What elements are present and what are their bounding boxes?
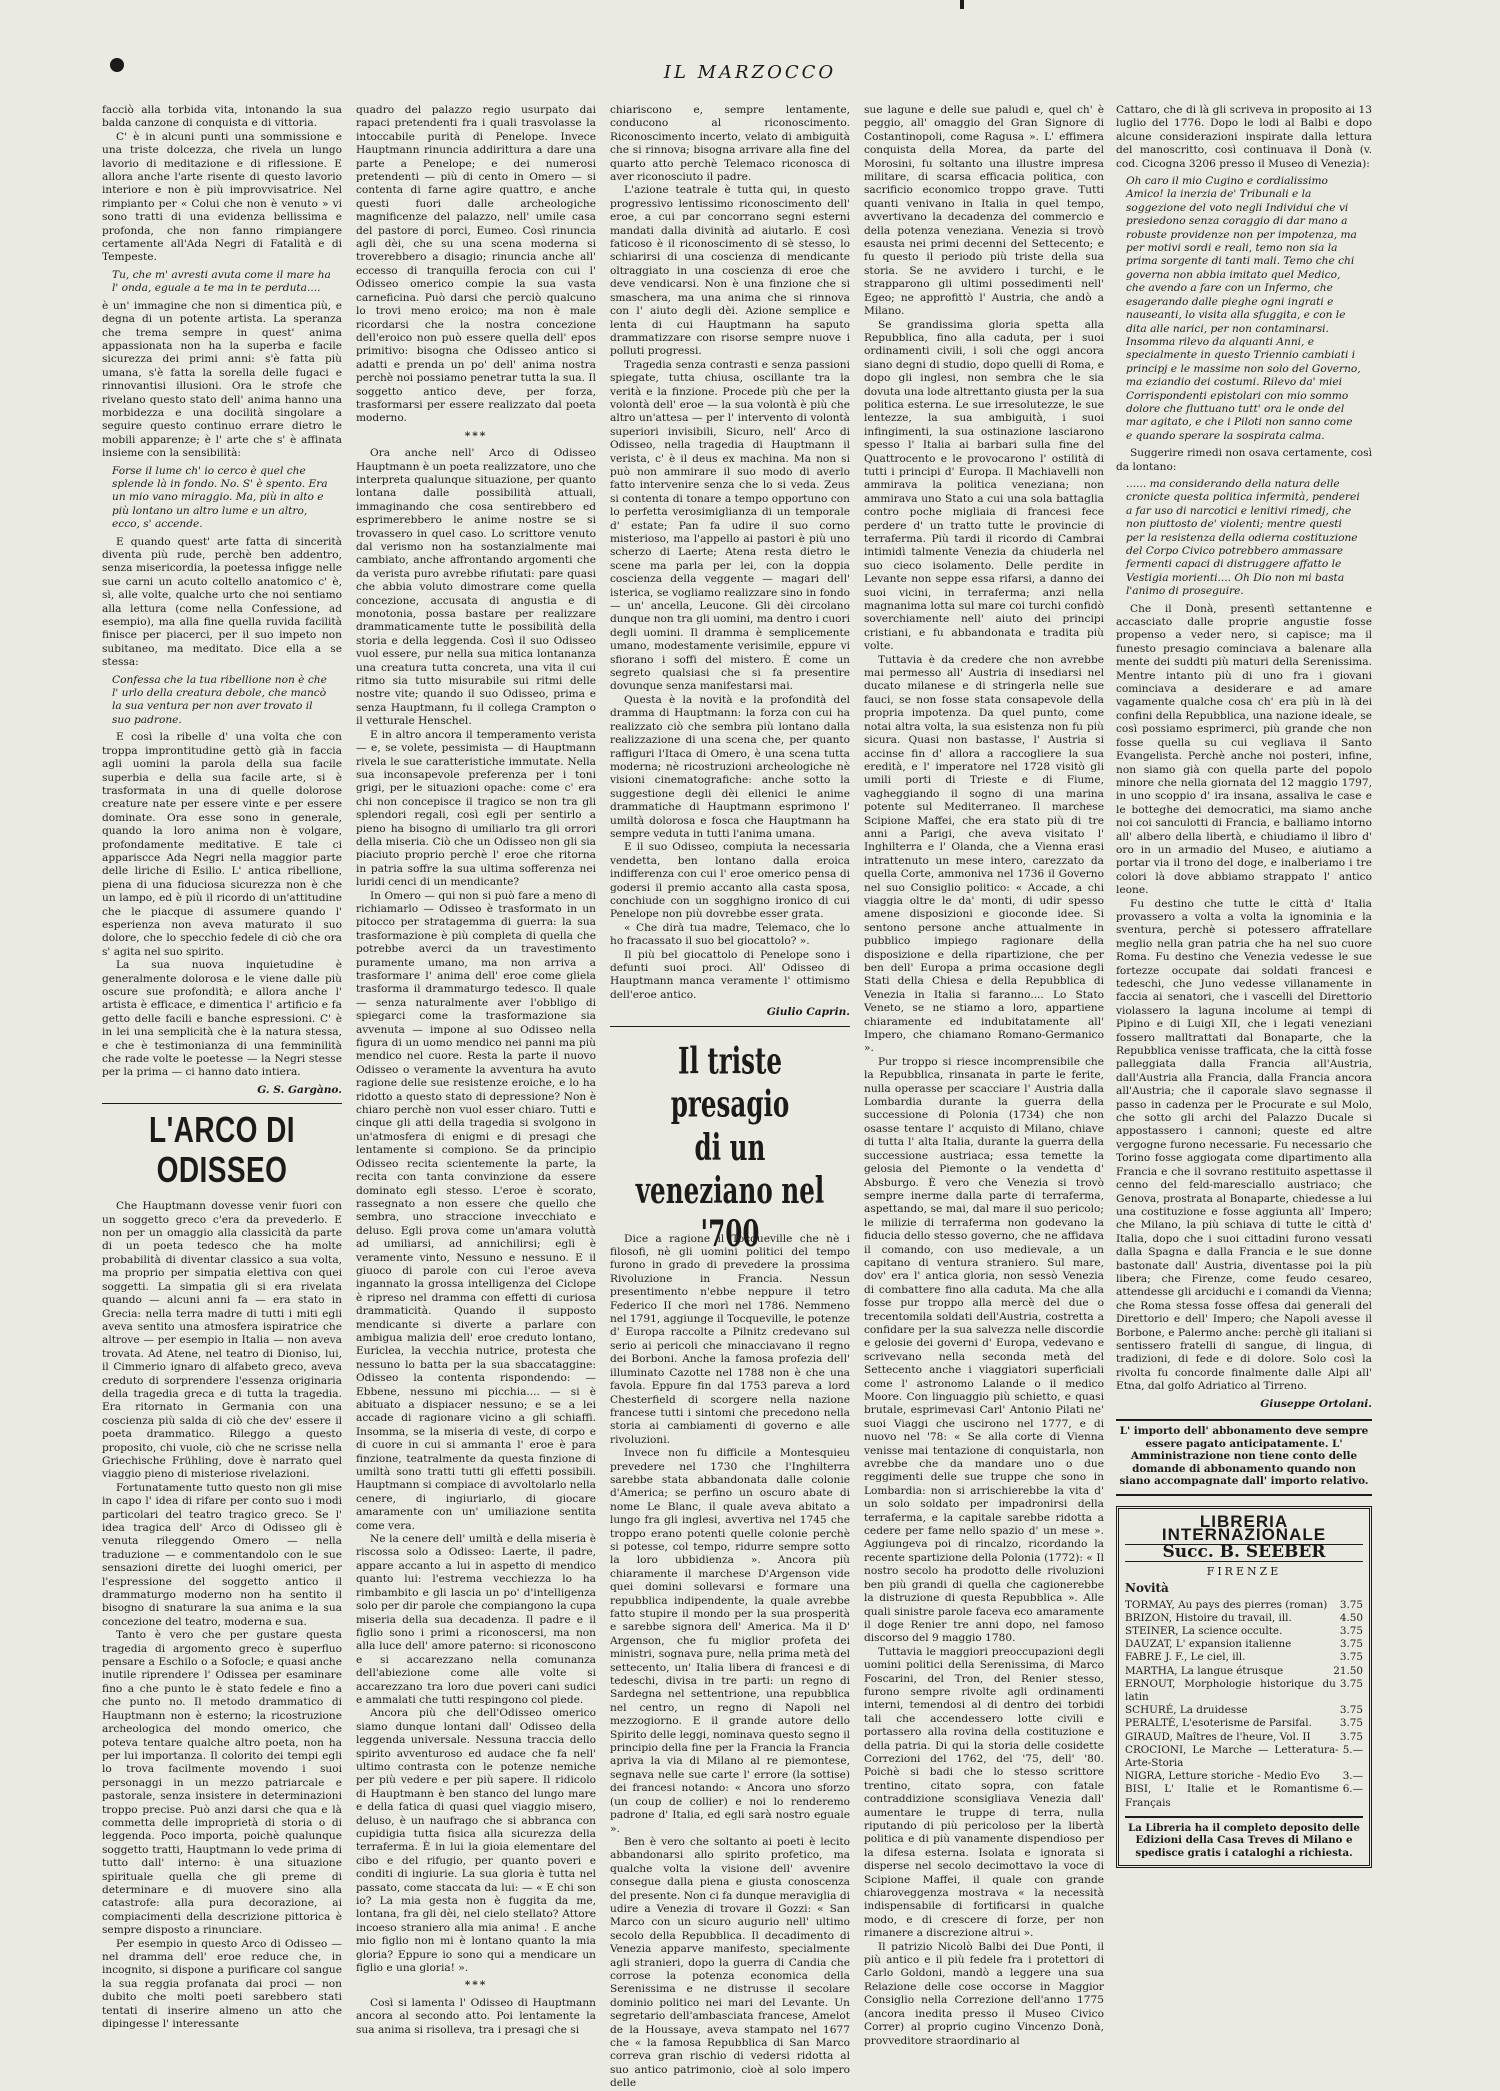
column-5 bbox=[1116, 104, 1372, 2004]
paragraph: sue lagune e delle sue paludi e, quel ch' è peggio, all' omaggio del Gran Signore di Costantinopoli, come Ragusa ». L' effimera conquista della Morea, da parte del Morosini, fu soltanto una illustre impresa militare, di scarsa efficacia politica, con sacrificio economico troppo grave. Tutti quanti venivano in Italia in quel tempo, avvertivano la decadenza del commercio e della potenza veneziana. Venezia si trovò esausta nei primi decenni del Settecento; e fu questo il periodo più triste della sua storia. Se ne avvidero i turchi, e le strapparono gli ultimi possedimenti nell' Egeo; ne approfittò l' Austria, che andò a Milano. bbox=[864, 104, 1104, 318]
section-divider bbox=[102, 1103, 342, 1104]
paragraph: chiariscono e, sempre lentamente, conducono al riconoscimento. Riconoscimento incerto, velato di ambiguità che si rinnova; bisogna arrivare alla fine del quarto atto perchè Telemaco riconosca di aver riconosciuto il padre. bbox=[610, 104, 850, 184]
running-header-title: IL MARZOCCO bbox=[663, 62, 837, 83]
paragraph: Questa è la novità e la profondità del dramma di Hauptmann: la forza con cui ha realizzato ciò che sembra più lontano dalla realizzazione di una scena che, per quanto raffiguri l'Itaca di Omero, è una scena tutta moderna; nè ricostruzioni archeologiche nè visioni cinematografiche: anche sotto la suggestione degli dèi ellenici le anime drammatiche di Hauptmann esprimono l' umiltà dolorosa e fosca che Hauptmann ha sempre veduta in tutti l'anima umana. bbox=[610, 693, 850, 840]
book-price: 4.50 bbox=[1339, 1611, 1363, 1624]
paragraph: Ne la cenere dell' umiltà e della miseria è riscossa solo a Odisseo: Laerte, il padre, appare accanto a lui in aspetto di mendico quanto lui: l'estrema vecchiezza lo ha rimbambito e gli lascia un po' d'intelligenza solo per dir parole che compiangono la cupa miseria della sua decadenza. Il padre e il figlio sono i primi a riconoscersi, ma non alla luce dell' amore paterno: si riconoscono e si accarezzano nella comunanza dell'abiezione come alle volte si accarezzano tra loro due poveri cani sudici e ammalati che tutti respingono col piede. bbox=[356, 1533, 596, 1706]
paragraph: Pur troppo si riesce incomprensibile che la Repubblica, rinsanata in parte le ferite, nulla operasse per scacciare l' Austria dalla Lombardia durante la guerra della successione di Polonia (1734) che non osasse tentare l' acquisto di Milano, chiave di tutta l' alta Italia, durante la guerra della successione austriaca; essa temette la gelosia del Piemonte o la vendetta d' Absburgo. È vero che Venezia si trovò sempre inerme dalla parte di terraferma, aspettando, se mai, dal mare il suo pericolo; le milizie di terraferma non godevano la fiducia dello stesso governo, che ne affidava il comando, con uso medievale, a un capitano di ventura straniero. Sul mare, dov' era l' antica gloria, non sessò Venezia di combattere fino alla caduta. Ma che alla fosse pur troppo alla mercè del due o trecentomila soldati dell'Austria, costretta a confidare per la sua salvezza nelle discordie e gelosie dei governi d' Europa, vedevano e scrivevano nella seconda metà del Settecento anche i viaggiatori superficiali come l' astronomo Lalande o il medico Moore. Con linguaggio più schietto, e quasi brutale, esprimevasi Carl' Antonio Pilati ne' suoi Viaggi che uscirono nel 1777, e di nuovo nel '78: « Se alla corte di Vienna venisse mai tentazione di conquistarla, non avrebbe che da mandare uno o due reggimenti delle sue truppe che sono in Lombardia: non si arrischierebbe la vita d' un solo soldato per impadronirsi della terraferma, e la capitale sarebbe ridotta a cedere per fame nello spazio d' un mese ». Aggiungeva poi di rincalzo, ricordando la recente spartizione della Polonia (1772): « Il nostro secolo ha prodotto delle rivoluzioni ben più grandi di quella che cagionerebbe la distruzione di questa Repubblica ». Alle quali sinistre parole faceva eco amaramente il doge Renier tre anni dopo, nel famoso discorso del 9 maggio 1780. bbox=[864, 1055, 1104, 1645]
paragraph: Ben è vero che soltanto ai poeti è lecito abbandonarsi allo spirito profetico, ma qualche volta la visione dell' avvenire consegue dalla piena e giusta conoscenza del presente. Non ci fa dunque meraviglia di udire a Venezia di trovare il Gozzi: « San Marco con un sicuro augurio nell' ultimo secolo della Repubblica. Il decadimento di Venezia apparve manifesto, specialmente agli stranieri, dopo la guerra di Candia che corrose la potenza economica della Serenissima e ne distrusse il secolare dominio politico nei mari del Levante. Un segretario dell'ambasciata francese, Amelot de la Houssaye, aveva stampato nel 1677 che « la famosa Repubblica di San Marco correva gran rischio di vedersi ridotta al suo antico patrimonio, cioè al solo impero delle bbox=[610, 1835, 850, 2090]
column-1 bbox=[102, 104, 342, 2031]
list-item bbox=[1125, 1651, 1363, 1664]
ad-footer: La Libreria ha il completo deposito delle Edizioni della Casa Treves di Milano e spedisce gratis i cataloghi a richiesta. bbox=[1125, 1816, 1363, 1859]
book-price: 3.75 bbox=[1339, 1598, 1363, 1611]
column-3 bbox=[610, 104, 850, 2090]
book-price: 3.75 bbox=[1339, 1677, 1363, 1690]
subscription-notice: L' importo dell' abbonamento deve sempre essere pagato anticipatamente. L' Amministrazione non tiene conto delle domande di abbonamento quando non siano accompagnate dall' importo relativo. bbox=[1116, 1419, 1372, 1496]
paragraph: E in altro ancora il temperamento verista — e, se volete, pessimista — di Hauptmann rivela le sue caratteristiche immutate. Nella sua inconsapevole preferenza per i toni grigi, per le situazioni opache: come c' era chi non concepisce il tragico se non tra gli splendori regali, così egli per sentirlo a pieno ha bisogno di umiliarlo tra gli orrori della miseria. Ciò che un Odisseo non gli sia piaciuto proprio perchè l' eroe che ritorna in patria soffre la sua ultima sofferenza nei luridi cenci di un mendicante? bbox=[356, 728, 596, 889]
paragraph: Fortunatamente tutto questo non gli mise in capo l' idea di rifare per conto suo i modi particolari del teatro tragico greco. Se l' idea tragica dell' Arco di Odisseo gli è venuta rileggendo Omero — nella traduzione — e commentandolo con le sue sensazioni dirette dei luoghi omerici, per l'espressione del soggetto antico il drammaturgo moderno non ha sentito il bisogno di snaturare la sua anima e la sua concezione del teatro, moderna e sua. bbox=[102, 1481, 342, 1628]
list-item bbox=[1125, 1770, 1363, 1783]
book-price: 6.— bbox=[1342, 1783, 1363, 1796]
print-mark bbox=[960, 0, 964, 9]
book-price: 3.75 bbox=[1339, 1624, 1363, 1637]
paragraph: Dice a ragione il Tocqueville che nè i filosofi, nè gli uomini politici del tempo furono in grado di prevedere la prossima Rivoluzione in Francia. Nessun presentimento n'ebbe neppure il tetro Federico II che morì nel 1786. Nemmeno nel 1791, aggiunge il Tocqueville, le potenze d' Europa raccolte a Pilnitz credevano sul serio ai pericoli che minacciavano il regno dei Borboni. Anche la famosa profezia dell' illuminato Cazotte nel 1788 non è che una favola. Eppure fin dal 1753 pareva a lord Chesterfield di scorgere nella nazione francese tutti i sintomi che precedono nella storia ai cambiamenti di governo e alle rivoluzioni. bbox=[610, 1232, 850, 1446]
book-title: BRIZON, Histoire du travail, ill. bbox=[1125, 1611, 1292, 1624]
poem-quote: Confessa che la tua ribellione non è che l' urlo della creatura debole, che mancò la sua ventura per non aver trovato il suo padrone. bbox=[112, 673, 327, 726]
book-price: 3.75 bbox=[1339, 1651, 1363, 1664]
paragraph: In Omero — qui non si può fare a meno di richiamarlo — Odisseo è trasformato in un pitocco per stratagemma di guerra: la sua trasformazione è più completa di quella che potrebbe averci da un travestimento puramente umano, ma non arriva a trasformare l' anima dell' eroe come gliela trasforma il drammaturgo tedesco. Il quale — senza naturalmente aver l'obbligo di spiegarci come la trasformazione sia avvenuta — impone al suo Odisseo nella figura di un uomo mendico nei panni ma più mendico nel cuore. Resta la parte il nuovo Odisseo o veramente la avventura ha avuto ragione delle sue resistenze eroiche, e lo ha ridotto a questo stato di depressione? Non è chiaro perchè non vuol esser chiaro. Tutti e cinque gli atti della tragedia si svolgono in un'atmosfera di enigmi e di presagi che lentamente si compiono. Se da principio Odisseo recita scientemente la parte, la recita con tanta convinzione da essere dominato egli stesso. L'eroe è scorato, rassegnato a non essere che quello che sembra, uno straccione invecchiato e deluso. Egli prova come un'amara voluttà ad umiliarsi, ad annichilirsi; egli è veramente vinto, Nessuno e nessuno. E il giuoco di parole con cui l'eroe aveva ingannato la grossa intelligenza del Ciclope è ripreso nel dramma con effetti di curiosa drammaticità. Quando il supposto mendicante si diverte a parlare con ambigua malizia dell' eroe creduto lontano, Euriclea, la vecchia nutrice, protesta che nessuno lo batta per la sua sbaccataggine: Odisseo la contenta rispondendo: — Ebbene, nessuno mi picchia.... — si è abituato a dispiacer nessuno; e se a lei accade di ragionare vicino a gli schiaffi. Insomma, se la miseria di veste, di corpo e di cuore in cui si ammanta l' eroe è para finzione, teatralmente da questa finzione di umiltà sono tratti tutti gli effetti possibili. Hauptmann si compiace di avvoltolarlo nella cenere, di ingiuriarlo, di giocare amaramente con un' umiliazione sentita come vera. bbox=[356, 889, 596, 1532]
poem-quote: Tu, che m' avresti avuta come il mare ha l' onda, eguale a te ma in te perduta.... bbox=[112, 268, 331, 295]
book-title: DAUZAT, L' expansion italienne bbox=[1125, 1638, 1292, 1651]
paragraph: è un' immagine che non si dimentica più, e degna di un potente artista. La speranza che trema sempre in quest' anima appassionata non ha la superba e facile sicurezza dei primi anni: s'è fatta più umana, s'è fatta la sorella delle fugaci e rinnovantisi illusioni. Ora le strofe che rivelano questo stato dell' anima hanno una morbidezza e una docilità singolare a seguire questo continuo errare dietro le mobili apparenze; è l' arte che s' è affinata insieme con la sensibilità: bbox=[102, 299, 342, 460]
paragraph: L'azione teatrale è tutta qui, in questo progressivo lentissimo riconoscimento dell' eroe, a cui par concorrano segni esterni mandati dalla divinità ad aiutarlo. E così faticoso è il riconoscimento di sè stesso, lo schiarirsi di una coscienza di mendicante oltraggiato in una coscienza di eroe che deve vendicarsi. Non è una finzione che si smaschera, ma una anima che si rinnova con l' aiuto degli dèi. Azione semplice e lenta di cui Hauptmann ha saputo drammatizzare con risorse sempre nuove i polluti progressi. bbox=[610, 184, 850, 358]
paragraph: Se grandissima gloria spetta alla Repubblica, fino alla caduta, per i suoi ordinamenti civili, i soli che oggi ancora siano degni di studio, dopo quelli di Roma, e dopo gli inglesi, non sembra che le sia dovuta una lode altrettanto giusta per la sua politica esterna. Le sue irresolutezze, le sue lentezze, la sua ambiguità, i suoi infingimenti, la sua ostinazione lasciarono spesso l' Italia ai barbari sulla fine del Quattrocento e le provocarono l' ostilità di tutti i principi d' Europa. Il Machiavelli non ammirava la politica veneziana; non ammirava uno Stato a cui una sola battaglia contro poche migliaia di francesi fece perdere d' un tratto tutte le provincie di terraferma. Più tardi il ricordo di Cambrai intimidì talmente Venezia da chiuderla nel suo cieco isolamento. Delle perdite in Levante non seppe essa rifarsi, a danno dei suoi vicini, in terraferma; anzi nella magnanima lotta sul mare coi turchi confidò soverchiamente nell' aiuto dei principi cristiani, e fu abbandonata e tradita più volte. bbox=[864, 318, 1104, 653]
author-signature: G. S. Gargàno. bbox=[257, 1083, 342, 1096]
list-item bbox=[1125, 1744, 1363, 1770]
section-divider bbox=[610, 1026, 850, 1027]
book-title: ERNOUT, Morphologie historique du latin bbox=[1125, 1677, 1336, 1703]
list-item bbox=[1125, 1612, 1363, 1625]
column-2 bbox=[356, 104, 596, 2036]
article-headline bbox=[632, 1041, 829, 1257]
author-signature: Giuseppe Ortolani. bbox=[1260, 1397, 1372, 1410]
paragraph: Ora anche nell' Arco di Odisseo Hauptmann è un poeta realizzatore, uno che interpreta qualunque situazione, per quanto lontana dalle possibilità attuali, immaginando che cosa sentirebbero ed esprimerebbero le anime nostre se si trovassero in quel caso. Lo scrittore venuto dal verismo non ha sostanzialmente mai cambiato, anche affrontando argomenti che da verista puro avrebbe rifiutati: pare quasi che abbia voluto dimostrare come quella concezione, accusata di angustia e di monotonia, possa bastare per realizzare drammaticamente tutte le possibilità della storia e della leggenda. Così il suo Odisseo vuol essere, pur nella sua mitica lontananza una creatura tutta concreta, una vita il cui ritmo sia tutto misurabile sui ritmi delle nostre vite; quando il suo Odisseo, prima e senza Hauptmann, fu il collega Crampton o il vetturale Henschel. bbox=[356, 447, 596, 728]
section-stars: *** bbox=[464, 429, 488, 442]
poem-quote: Forse il lume ch' io cerco è quel che splende là in fondo. No. S' è spento. Era un mio vano miraggio. Ma, più in alto e più lontano un altro lume e un altro, ecco, s' accende. bbox=[112, 464, 328, 531]
paragraph: facciò alla torbida vita, intonando la sua balda canzone di conquista e di vittoria. bbox=[102, 104, 342, 130]
paragraph: Tuttavia è da credere che non avrebbe mai permesso all' Austria di insediarsi nel ducato milanese e di stringerla nelle sue fauci, se non fosse stata consapevole della propria impotenza. Da quel punto, come notai altra volta, la sua esistenza non fu più sicura. Quasi non bastasse, l' Austria si accinse fin d' allora a raccogliere la sua eredità, e l' imperatore nel 1728 visitò gli umili porti di Trieste e di Fiume, vagheggiando il sogno di una marina potente sul Mediterraneo. Il marchese Scipione Maffei, che era stato più di tre anni a Parigi, che aveva visitato l' Inghilterra e l' Olanda, che a Vienna erasi intrattenuto un mese intero, carezzato da quella Corte, ammoniva nel 1736 il Governo nel suo Consiglio politico: « Accade, a chi viaggia oltre le da' monti, di udir spesso amene disposizioni e gioconde idee. Si sentono persone anche attualmente in pubblico impiego ragionare della disposizione e della ripartizione, che per ben dell' Europa a prima occasione degli Stati della Chiesa e della Repubblica di Venezia in Italia si faranno.... Lo Stato Veneto, se ne stiamo a loro, appartiene chiaramente ed indubitatamente all' Impero, che chiamano Romano-Germanico ». bbox=[864, 653, 1104, 1055]
book-price: 3.75 bbox=[1339, 1638, 1363, 1651]
paragraph: Ancora più che dell'Odisseo omerico siamo dunque lontani dall' Odisseo della leggenda universale. Nessuna traccia dello spirito avventuroso ed audace che fa nell' ultimo contrasta con le potenze nemiche per più vedere e per più sapere. Il ridicolo di Hauptmann è ben stanco del lungo mare e della fatica di quasi quel viaggio misero, deluso, è un naufrago che si abbranca con cupidigia tutta fisica alla sicurezza della terraferma. È in lui la gioia elementare del cibo e del rifugio, per quanto poveri e conditi di ingiurie. La sua gloria è tutta nel passato, come staccata da lui: — « E chi son io? La mia gesta non è fuggita da me, lontana, fra gli dèi, nel cielo stellato? Attore incoeso straniero alla mia anima! . E anche mio figlio non mi è lontano quanto la mia gloria? Eppure io sono qui a mendicare un figlio e una gloria! ». bbox=[356, 1707, 596, 1975]
paragraph: Tanto è vero che per gustare questa tragedia di argomento greco è superfluo pensare a Eschilo o a Sofocle; e quasi anche inutile riprendere l' Odissea per esaminare fino a che punto le è stato fedele e fino a che punto no. Il metodo drammatico di Hauptmann non è esterno; la ricostruzione archeologica del mondo omerico, che poteva tentare qualche altro poeta, non ha per lui importanza. Il colorito dei tempi egli lo trova facilmente movendo i suoi personaggi in un mezzo patriarcale e pastorale, senza insistere in determinazioni troppo precise. Può anzi darsi che qua e là commetta delle improprietà di storia o di leggenda. Poco importa, poichè qualunque soggetto tratti, Hauptmann lo vede prima di tutto dall' interno: è una situazione spirituale quella che gli preme di determinare e di muovere sino alla catastrofe: alla pura decorazione, ai compiacimenti della descrizione pittorica è sempre disposto a rinunciare. bbox=[102, 1629, 342, 1937]
book-price: 3.75 bbox=[1339, 1717, 1363, 1730]
author-signature: Giulio Caprin. bbox=[766, 1006, 850, 1019]
list-item bbox=[1125, 1717, 1363, 1730]
paragraph: Per esempio in questo Arco di Odisseo — nel dramma dell' eroe reduce che, in incognito, si dispone a purificare col sangue la sua reggia profanata dai proci — non dubito che molti poeti sarebbero stati tentati di inserire almeno un atto che dipingesse l' interessante bbox=[102, 1937, 342, 2031]
book-price: 21.50 bbox=[1333, 1664, 1363, 1677]
list-item bbox=[1125, 1731, 1363, 1744]
paragraph: Tuttavia le maggiori preoccupazioni degli uomini politici della Serenissima, di Marco Foscarini, del Tron, del Renier stesso, furono sempre rivolte agli ordinamenti interni, temendosi al di dentro dei torbidi tali che accendessero lotte civili e portassero alla rovina della costituzione e della patria. Di qui la storia delle cosidette Correzioni del 1762, del '75, dell' '80. Poichè si badi che lo stesso scrittore trentino, citato sopra, con fatale contraddizione sconsigliava Venezia dall' aumentare le truppe di terra, nulla riputando di più pericoloso per la libertà politica e di più vanamente dispendioso per la difesa esterna. Isolata e ignorata si disperse nel secolo decimottavo la voce di Scipione Maffei, il quale con grande chiaroveggenza mostrava « la necessità indispensabile di fortificarsi in qualche modo, e di crescere di forze, per non rimanere a discrezione altrui ». bbox=[864, 1645, 1104, 1940]
ad-city: FIRENZE bbox=[1206, 1564, 1282, 1578]
list-item bbox=[1125, 1625, 1363, 1638]
bookshop-advertisement bbox=[1116, 1506, 1372, 1869]
section-stars: *** bbox=[464, 1979, 488, 1992]
paragraph: E quando quest' arte fatta di sincerità diventa più rude, perchè ben addentro, senza misericordia, la poetessa infigge nelle sue carni un acuto coltello anatomico c' è, sì, alle volte, qualche urto che noi sentiamo alla lettura (come nella Confessione, ad esempio), ma alla fine quella ruvida facilità finisce per piacerci, per il suo impeto non subitaneo, ma meditato. Dice ella a se stessa: bbox=[102, 535, 342, 669]
letter-quote: ...... ma considerando della natura delle cronicte questa politica infermità, penderei a far uso di narcotici e lenitivi rimedj, che non piuttosto de' violenti; mentre questi per la resistenza della odierna costituzione del Corpo Civico potrebbero ammassare fermenti capaci di distruggere affatto le Vestigia morienti.... Oh Dio non mi basta l'animo di proseguire. bbox=[1126, 477, 1360, 598]
list-item bbox=[1125, 1638, 1363, 1651]
paragraph: E così la ribelle d' una volta che con troppa improntitudine gettò già in faccia agli uomini la parola della sua facile superbia e della sua facile arte, si è trasformata in una di quelle dolorose creature nate per essere vinte e per essere dominate. Ora esse sono in generale, quando la loro anima non è volgare, profondamente meditative. E tale ci appariscce Ada Negri nella maggior parte delle liriche di Esilio. L' antica ribellione, piena di una fiduciosa sicurezza non è che un lampo, ed è più il ricordo di un'attitudine che le piacque di assumere quando l' esperienza non aveva maturato il suo dolore, che lo specchio fedele di ciò che ora s' agita nel suo spirito. bbox=[102, 731, 342, 958]
ad-book-list bbox=[1125, 1599, 1363, 1810]
book-title: TORMAY, Au pays des pierres (roman) bbox=[1125, 1598, 1328, 1611]
letter-quote: Oh caro il mio Cugino e cordialissimo Amico! la inerzia de' Tribunali e la soggezione del voto negli Individui che vi presiedono senza coraggio di dar mano a robuste providenze non per impotenza, ma per motivi sordi e reali, temo non sia la prima sorgente di tanti mali. Temo che chi governa non abbia imitato quel Medico, che avendo a fare con un Infermo, che esagerando dalle pieghe ogni ingrati e nauseanti, lo visita alla sfuggita, e con le dita alle narici, per non contaminarsi. Insomma rilevo da alquanti Anni, e specialmente in questo Triennio cambiati i principj e le massime non solo del Governo, ma eziandio dei costumi. Rilevo da' miei Corrispondenti epistolari con mio sommo dolore che fluttuano tutt' ora le onde del mar agitato, e che i Piloti non sanno come e quando sperare la sospirata calma. bbox=[1126, 175, 1361, 442]
paragraph: Che Hauptmann dovesse venir fuori con un soggetto greco c'era da prevederlo. E non per un omaggio alla classicità da parte di un poeta tedesco che ha molte probabilità di diventar classico a sua volta, ma proprio per simpatia elettiva con quei soggetti. La simpatia gli si era rivelata quando — alcuni anni fa — era stato in Grecia: nella terra madre di tutti i miti egli aveva sentito una atmosfera ispiratrice che altrove — per esempio in Italia — non aveva trovata. Ad Atene, nel teatro di Dioniso, lui, il Cimmerio ignaro di alfabeto greco, aveva creduto di sorprendere l'essenza originaria della tragedia greca e di tutta la tragedia. Era ritornato in Germania con una coscienza più salda di ciò che dev' essere il poeta drammatico. Rileggo a questo proposito, chi vuole, ciò che ne scrisse nella Griechische Frühling, dove è narrato quel viaggio pieno di misteriose rivelazioni. bbox=[102, 1200, 342, 1481]
book-title: NIGRA, Letture storiche - Medio Evo bbox=[1125, 1770, 1320, 1783]
paragraph: Suggerire rimedi non osava certamente, così da lontano: bbox=[1116, 447, 1372, 473]
paragraph: « Che dirà tua madre, Telemaco, che lo ho fracassato il suo bel giocattolo? ». bbox=[610, 921, 850, 948]
list-item bbox=[1125, 1678, 1363, 1704]
book-title: MARTHA, La langue étrusque bbox=[1125, 1664, 1284, 1677]
paragraph: Invece non fu difficile a Montesquieu prevedere nel 1730 che l'Inghilterra sarebbe stata abbandonata dalle colonie d'America; se perfino un oscuro abate di nome Le Blanc, il quale aveva abitato a lungo fra gli inglesi, avvertiva nel 1745 che troppo erano potenti quelle colonie perchè si potesse, col tempo, ridurre sempre sotto la loro ubbidienza ». Ancora più chiaramente il marchese D'Argenson vide quei domini sollevarsi e formare una repubblica indipendente, la quale avrebbe fatto stupire il mondo per la sua prosperità e sarebbe signora dell' America. Ma il D' Argenson, che fu miglior profeta dei ministri, sognava pure, nella prima metà del settecento, un' Italia libera di francesi e di tedeschi, divisa in tre parti: un regno di Sardegna nel settentrione, una repubblica nel centro, un regno di Napoli nel mezzogiorno. E il grande autore dello Spirito delle leggi, nominava questo segno il principio della fine per la Francia la Francia apriva la via di Milano al re piemontese, segnava nelle sue carte l' errore (la sottise) dei francesi notando: « Ancora uno sforzo (un coup de collier) e noi lo renderemo padrone d' Italia, ed egli sarà nostro eguale ». bbox=[610, 1447, 850, 1835]
paragraph: quadro del palazzo regio usurpato dai rapaci pretendenti fra i quali trasvolasse la intoccabile purità di Penelope. Invece Hauptmann rinuncia addirittura a dare una parte a Penelope; e dei numerosi pretendenti — più di cento in Omero — si contenta di farne agire quattro, e anche questi fuori dalle archeologiche magnificenze del palazzo, nell' umile casa del pastore di porci, Eumeo. Così rinuncia agli dèi, che su una scena moderna si troverebbero a disagio; rinuncia anche all' eccesso di tranquilla ferocia con cui l' Odisseo omerico compie la sua vasta carneficina. Può darsi che perciò qualcuno lo trovi meno eroico; ma non è male ricordarsi che la nostra concezione dell'eroico non può essere quella dell' epos primitivo: bisogna che Odisseo antico si adatti e prenda un po' dell' anima nostra perchè noi possiamo penetrar tutta la sua. Il soggetto antico deve, per forza, trasformarsi per essere realizzato dal poeta moderno. bbox=[356, 104, 596, 425]
book-title: FABRE J. F., Le ciel, ill. bbox=[1125, 1651, 1246, 1664]
ad-successor: Succ. B. SEEBER bbox=[1125, 1544, 1363, 1561]
paragraph: Cattaro, che di là gli scriveva in proposito ai 13 luglio del 1776. Dopo le lodi al Balbi e dopo alcune considerazioni inspirate dalla lettura del manoscritto, così continuava il Donà (v. cod. Cicogna 3206 presso il Museo di Venezia): bbox=[1116, 104, 1372, 170]
headline-line-2: di un veneziano nel '700 bbox=[635, 1127, 825, 1256]
paragraph: La sua nuova inquietudine è generalmente dolorosa e le viene dalle più oscure sue profondità; e allora anche l' artista è efficace, e dimentica l' artificio e fa getto delle facili e banche espressioni. C' è in lei una semplicità che è la natura stessa, e che è testimonianza di una femminilità che rade volte le poetesse — la Negri stesse per la prima — ci hanno dato intiera. bbox=[102, 959, 342, 1079]
book-title: CROCIONI, Le Marche — Letteratura-Arte-Storia bbox=[1125, 1743, 1339, 1769]
paragraph: Il patrizio Nicolò Balbi dei Due Ponti, il più antico e il più fedele fra i protettori di Carlo Goldoni, mandò a leggere una sua Relazione delle cose occorse in Maggior Consiglio nella Correzione dell'anno 1775 (ancora inedita presso il Museo Civico Correr) al proprio cugino Vincenzo Donà, provveditore straordinario al bbox=[864, 1940, 1104, 2047]
book-price: 3.75 bbox=[1339, 1704, 1363, 1717]
paragraph: C' è in alcuni punti una sommissione e una triste dolcezza, che rivela un lungo lavorio di meditazione e di riflessione. E allora anche l'arte risente di questo lavorio interiore e non è più improvvisatrice. Nel rimpianto per « Colui che non è venuto » vi sono tratti di una evidenza bellissima e profonda, che non fanno rimpiangere certamente all'Ada Negri di Fatalità e di Tempeste. bbox=[102, 130, 342, 264]
ad-title: LIBRERIA INTERNAZIONALE bbox=[1161, 1511, 1327, 1544]
paragraph: Fu destino che tutte le città d' Italia provassero a volta a volta la ignominia e la sventura, perchè si potessero affratellare meglio nella gran patria che ha nel suo cuore Roma. Fu destino che Venezia vedesse le sue fortezze occupate dai soldati francesi e tedeschi, che Juno vedesse villanamente in faccia ai senatori, che i vascelli del Direttorio violassero la laguna incolume ai tempi di Pipino e di Luigi XII, che i legati veneziani fossero malltrattati dal Bonaparte, che la Repubblica venisse trafficata, che la città fosse palleggiata dalla Francia all'Austria, dall'Austria alla Francia, dalla Francia ancora all'Austria; che il caporale slavo segnasse il passo in cadenza per le Procurate e sul Molo, che sotto gli archi del Palazzo Ducale si appostassero i cannoni; queste ed altre vergogne furono necessarie. Fu necessario che Torino fosse aggiogata come dipartimento alla Francia e che il sovrano restituito aspettasse il cenno del feld-maresciallo austriaco; che Genova, prostrata al Bonaparte, chiedesse a lui una costituzione e fosse aggiunta all' Impero; che Milano, la più schiava di tutte le città d' Italia, dopo che i suoi cittadini furono vessati dalla Spagna e dalla Francia e le sue donne bastonate dall' Austria, diventasse poi la più libera; che Firenze, come feudo cesareo, attendesse gli arciduchi e i comandi da Vienna; che Roma stessa fosse offesa dai generali del Direttorio e dell' Impero; che Napoli avesse il Borbone, e Palermo anche: perchè gli italiani si sentissero fratelli di sangue, di lingua, di tradizioni, di fede e di dolore. Solo così la rivolta fu concorde finalmente dalle Alpi all' Etna, dal golfo Adriatico al Tirreno. bbox=[1116, 897, 1372, 1393]
paragraph: Il più bel giocattolo di Penelope sono i defunti suoi proci. All' Odisseo di Hauptmann manca veramente l' ottimismo dell'eroe antico. bbox=[610, 948, 850, 1001]
book-price: 3.— bbox=[1342, 1770, 1363, 1783]
list-item bbox=[1125, 1665, 1363, 1678]
book-price: 5.— bbox=[1342, 1743, 1363, 1756]
list-item bbox=[1125, 1599, 1363, 1612]
book-title: GIRAUD, Maîtres de l'heure, Vol. II bbox=[1125, 1730, 1311, 1743]
book-title: BISI, L' Italie et le Romantisme Français bbox=[1125, 1783, 1339, 1809]
book-title: PERALTÉ, L'esoterisme de Parsifal. bbox=[1125, 1717, 1312, 1730]
book-title: SCHURÉ, La druidesse bbox=[1125, 1704, 1248, 1717]
column-4 bbox=[864, 104, 1104, 2047]
paragraph: Che il Donà, presentì settantenne e accasciato dalle proprie angustie fosse propenso a veder nero, si capisce; ma il funesto presagio cominciava a balenare alla mente dei suddti più maturi della Serenissima. Mentre intanto più di uno fra i giovani cominciava a desiderare e ad amare vagamente qualche cosa ch' era più in là dei confini della Repubblica, una nazione ideale, se così possiamo esprimerci, più grande che non fosse quella su cui vegliava il Santo Evangelista. Perchè anche noi posteri, infine, non siamo già con quella parte del popolo minore che nella giornata del 12 maggio 1797, in uno scoppio d' ira insana, assaliva le case e le botteghe dei democratici, ma siamo anche noi coi sanculotti di Francia, e balliamo intorno all' albero della libertà, e chiudiamo il libro d' oro in un armadio del Museo, e aiutiamo a portar via il trono del doge, e inalberiamo i tre colori là dove abbiamo strappato l' antico leone. bbox=[1116, 602, 1372, 897]
book-price: 3.75 bbox=[1339, 1730, 1363, 1743]
list-item bbox=[1125, 1704, 1363, 1717]
headline-line-1: Il triste presagio bbox=[670, 1040, 790, 1126]
paragraph: E il suo Odisseo, compiuta la necessaria vendetta, ben lontano dalla eroica indifferenza con cui l' eroe omerico pensa di godersi il premio accanto alla casta sposa, conchiude con un sogghigno ironico di cui Penelope non più dovrebbe esser grata. bbox=[610, 841, 850, 921]
article-headline: L'ARCO DI ODISSEO bbox=[149, 1109, 295, 1191]
ad-novelties-label: Novità bbox=[1125, 1581, 1169, 1596]
list-item bbox=[1125, 1783, 1363, 1809]
book-title: STEINER, La science occulte. bbox=[1125, 1624, 1283, 1637]
paragraph: Così si lamenta l' Odisseo di Hauptmann ancora al secondo atto. Poi lentamente la sua anima si risolleva, tra i presagi che si bbox=[356, 1996, 596, 2036]
paragraph: Tragedia senza contrasti e senza passioni spiegate, tutta chiusa, oscillante tra la verità e la finzione. Procede più che per la volontà dell' eroe — la sua volontà è più che altro un'attesa — per l' intervento di volontà superiori invisibili, Sicuro, nell' Arco di Odisseo, nella tragedia di Hauptmann il verista, c' è il deus ex machina. Ma non si può non ammirare il suo modo di averlo fatto intervenire senza che lo si veda. Zeus si contenta di tonare a tempo opportuno con lo perfetta verosimiglianza di un temporale d' estate; Pan fa udire il suo corno misterioso, ma l'appello ai pastori è più uno scherzo di Laerte; Atena resta dietro le scene ma parla per lei, con la doppia coscienza della veggente — magari dell' isterica, se vogliamo realizzare sino in fondo — un' ancella, Leucone. Gli dèi circolano dunque non tra gli uomini, ma dentro i cuori degli uomini. Il dramma è semplicemente umano, modestamente verisimile, eppure vi sfiorano i soffi del mistero. È come un segreto qualsiasi che si fa presentire dovunque senza manifestarsi mai. bbox=[610, 358, 850, 693]
